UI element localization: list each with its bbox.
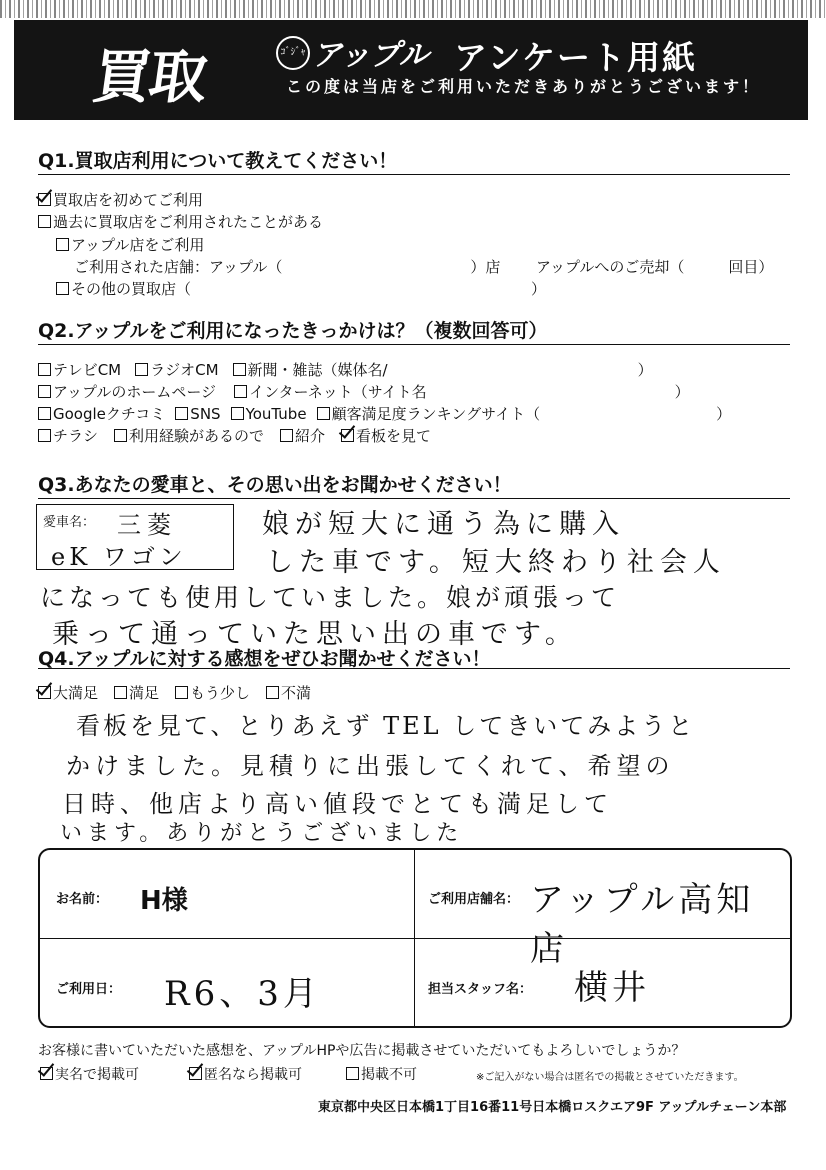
option-internet: インターネット（サイト名 xyxy=(249,383,427,401)
q4-rating-row xyxy=(38,682,311,703)
checkbox-checked[interactable] xyxy=(38,686,51,699)
checkbox[interactable] xyxy=(317,407,330,420)
divider xyxy=(38,174,790,175)
rating-very-satisfied: 大満足 xyxy=(53,684,99,702)
checkbox[interactable] xyxy=(38,407,51,420)
memory-line-3: になっても使用していました。娘が頑張って xyxy=(40,583,621,612)
option-tv: テレビCM xyxy=(53,361,122,379)
checkbox[interactable] xyxy=(280,429,293,442)
checkbox[interactable] xyxy=(38,215,51,228)
staff-value: 横井 xyxy=(574,968,650,1008)
divider xyxy=(38,668,790,669)
option-homepage: アップルのホームページ xyxy=(53,383,217,401)
header-banner xyxy=(14,20,808,120)
form-title: アンケート用紙 xyxy=(454,38,698,77)
q1-option-other[interactable] xyxy=(56,278,546,299)
option-google: Googleクチコミ xyxy=(53,405,166,423)
consent-options xyxy=(40,1064,417,1084)
q2-row-2 xyxy=(38,381,690,402)
sell-suffix: 回目） xyxy=(728,258,774,276)
option-intro: 紹介 xyxy=(295,427,326,445)
car-label: 愛車名： xyxy=(43,515,96,530)
q1-option-past[interactable] xyxy=(38,211,323,232)
consent-question: お客様に書いていただいた感想を、アップルHPや広告に掲載させていただいてもよろしいでしょうか？ xyxy=(38,1043,686,1059)
checkbox[interactable] xyxy=(175,407,188,420)
store-used-label: ご利用された店舗：アップル（ xyxy=(74,258,283,276)
q1-sell-count xyxy=(536,256,773,277)
checkbox-checked[interactable] xyxy=(341,429,354,442)
consent-note: ※ご記入がない場合は匿名での掲載とさせていただきます。 xyxy=(476,1072,744,1083)
comment-line-4: います。ありがとうございました xyxy=(60,821,464,846)
store-label: ご利用店舗名： xyxy=(428,892,520,907)
checkbox[interactable] xyxy=(135,363,148,376)
checkbox[interactable] xyxy=(38,363,51,376)
option-experience: 利用経験があるので xyxy=(129,427,265,445)
checkbox[interactable] xyxy=(234,385,247,398)
comment-line-2: かけました。見積りに出張してくれて、希望の xyxy=(66,752,675,780)
option-label: 買取店を初めてご利用 xyxy=(53,191,204,209)
q2-row-1 xyxy=(38,359,653,380)
name-label: お名前： xyxy=(56,892,109,907)
store-suffix: ）店 xyxy=(470,258,501,276)
checkbox[interactable] xyxy=(175,686,188,699)
option-label: 過去に買取店をご利用されたことがある xyxy=(53,213,324,231)
scan-noise xyxy=(0,0,826,18)
divider xyxy=(38,498,790,499)
q2-heading: Q2.アップルをご利用になったきっかけは？（複数回答可） xyxy=(38,320,548,342)
consent-anonymous: 匿名なら掲載可 xyxy=(204,1067,302,1083)
checkbox[interactable] xyxy=(233,363,246,376)
option-flyer: チラシ xyxy=(53,427,99,445)
other-suffix: ） xyxy=(531,280,547,298)
rating-more: もう少し xyxy=(190,684,251,702)
q1-heading: Q1.買取店利用について教えてください！ xyxy=(38,150,398,172)
paren-close: ） xyxy=(637,361,653,379)
memory-line-2: した車です。短大終わり社会人 xyxy=(266,547,726,578)
q2-row-4 xyxy=(38,425,431,446)
memory-line-1: 娘が短大に通う為に購入 xyxy=(262,509,625,540)
checkbox[interactable] xyxy=(38,385,51,398)
form-subtitle: この度は当店をご利用いただきありがとうございます！ xyxy=(286,77,762,96)
divider xyxy=(38,344,790,345)
q1-option-apple[interactable] xyxy=(56,234,204,255)
buy-logo: 買取 xyxy=(88,43,211,111)
car-name: 三菱 xyxy=(117,511,177,539)
option-label: その他の買取店（ xyxy=(71,280,192,298)
car-name-box xyxy=(36,504,234,570)
checkbox[interactable] xyxy=(231,407,244,420)
sell-count-label: アップルへのご売却（ xyxy=(536,258,685,276)
option-radio: ラジオCM xyxy=(150,361,219,379)
checkbox[interactable] xyxy=(38,429,51,442)
paren-close: ） xyxy=(674,383,690,401)
consent-real-name: 実名で掲載可 xyxy=(55,1067,139,1083)
option-ranking: 顧客満足度ランキングサイト（ xyxy=(331,405,541,423)
option-sns: SNS xyxy=(190,405,221,423)
option-label: アップル店をご利用 xyxy=(71,236,205,254)
rating-satisfied: 満足 xyxy=(129,684,160,702)
checkbox-checked[interactable] xyxy=(40,1067,53,1080)
comment-line-1: 看板を見て、とりあえず TEL してきいてみようと xyxy=(76,712,696,740)
checkbox[interactable] xyxy=(114,429,127,442)
paren-close: ） xyxy=(716,405,732,423)
store-value: アップル高知店 xyxy=(530,880,755,969)
q3-heading: Q3.あなたの愛車と、その思い出をお聞かせください！ xyxy=(38,474,512,496)
brand-name: アップル xyxy=(312,38,429,73)
option-signboard: 看板を見て xyxy=(356,427,432,445)
memory-line-4: 乗って通っていた思い出の車です。 xyxy=(52,619,578,650)
date-value: R6、3月 xyxy=(164,974,321,1014)
checkbox[interactable] xyxy=(266,686,279,699)
checkbox[interactable] xyxy=(346,1067,359,1080)
checkbox[interactable] xyxy=(56,282,69,295)
brand-badge: ｺﾞｼﾞｬ xyxy=(276,36,310,70)
checkbox[interactable] xyxy=(56,238,69,251)
date-label: ご利用日： xyxy=(56,982,122,997)
checkbox[interactable] xyxy=(114,686,127,699)
rating-unsatisfied: 不満 xyxy=(281,684,312,702)
customer-info-box xyxy=(38,848,792,1028)
name-value: H様 xyxy=(140,886,188,916)
checkbox-checked[interactable] xyxy=(189,1067,202,1080)
q4-heading: Q4.アップルに対する感想をぜひお聞かせください！ xyxy=(38,648,491,670)
q2-row-3 xyxy=(38,403,731,424)
consent-not-allowed: 掲載不可 xyxy=(361,1067,417,1083)
checkbox-checked[interactable] xyxy=(38,193,51,206)
q1-store-used xyxy=(74,256,500,277)
option-youtube: YouTube xyxy=(245,405,307,423)
comment-line-3: 日時、他店より高い値段でとても満足して xyxy=(62,790,613,818)
q1-option-first[interactable] xyxy=(38,189,203,210)
staff-label: 担当スタッフ名： xyxy=(428,982,533,997)
car-model: eK ワゴン xyxy=(51,543,187,571)
option-news: 新聞・雑誌（媒体名/ xyxy=(247,361,388,379)
footer-address: 東京都中央区日本橋1丁目16番11号日本橋ロスクエア9F アップルチェーン本部 xyxy=(318,1100,787,1115)
